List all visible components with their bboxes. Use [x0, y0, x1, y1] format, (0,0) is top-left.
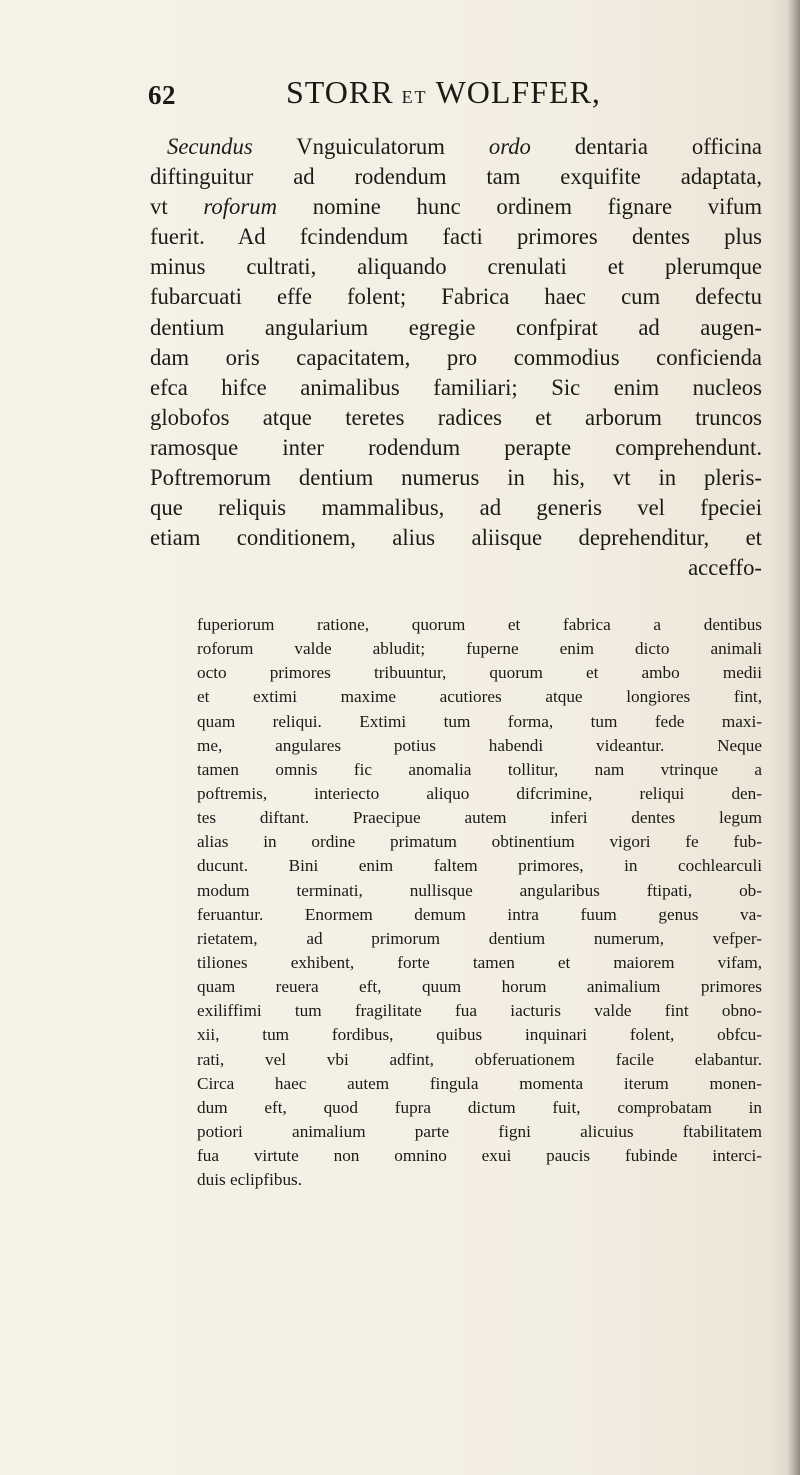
- footnote-line: et extimi maxime acutiores atque longiores fint,: [197, 687, 762, 707]
- body-line-8: dam oris capacitatem, pro commodius conficienda: [150, 344, 762, 370]
- body-line-15-catchword: acceffo-: [688, 555, 762, 581]
- footnote-line: xii, tum fordibus, quibus inquinari folent, obfcu-: [197, 1025, 762, 1045]
- footnote-line: fuperiorum ratione, quorum et fabrica a dentibus: [197, 615, 762, 634]
- body-line-14: etiam conditionem, alius aliisque deprehenditur, et: [150, 525, 762, 551]
- running-head-author-2: WOLFFER,: [435, 74, 601, 110]
- body-line-13: que reliquis mammalibus, ad generis vel fpeciei: [150, 495, 762, 521]
- footnote-line: fua virtute non omnino exui paucis fubinde interci-: [197, 1146, 762, 1166]
- footnote-line: modum terminati, nullisque angularibus ftipati, ob-: [197, 880, 762, 900]
- body-line-3: vt roforum nomine hunc ordinem fignare vifum: [150, 194, 762, 220]
- running-head: [286, 74, 601, 111]
- running-head-author-1: STORR: [286, 74, 394, 110]
- footnote-line: dum eft, quod fupra dictum fuit, comprobatam in: [197, 1097, 762, 1117]
- footnote-line: Circa haec autem fingula momenta iterum monen-: [197, 1073, 762, 1093]
- footnote-line: exiliffimi tum fragilitate fua iacturis valde fint obno-: [197, 1001, 762, 1021]
- body-line-9: efca hifce animalibus familiari; Sic enim nucleos: [150, 374, 762, 400]
- footnote-line: roforum valde abludit; fuperne enim dicto animali: [197, 639, 762, 659]
- body-line-11: ramosque inter rodendum perapte comprehendunt.: [150, 434, 762, 460]
- footnote-line: feruantur. Enormem demum intra fuum genus va-: [197, 904, 762, 924]
- footnote-line: tamen omnis fic anomalia tollitur, nam vtrinque a: [197, 759, 762, 779]
- footnote-line: poftremis, interiecto aliquo difcrimine, reliqui den-: [197, 783, 762, 803]
- footnote-line: rietatem, ad primorum dentium numerum, vefper-: [197, 928, 762, 948]
- footnote-line: alias in ordine primatum obtinentium vigori fe fub-: [197, 832, 762, 852]
- body-line-4: fuerit. Ad fcindendum facti primores dentes plus: [150, 224, 762, 250]
- footnote-line: quam reliqui. Extimi tum forma, tum fede maxi-: [197, 711, 762, 731]
- footnote-line: octo primores tribuuntur, quorum et ambo medii: [197, 663, 762, 683]
- main-body-text: [150, 132, 762, 583]
- body-line-12: Poftremorum dentium numerus in his, vt in pleris-: [150, 465, 762, 491]
- page-number: 62: [148, 80, 176, 110]
- footnote-line: tes diftant. Praecipue autem inferi dentes legum: [197, 808, 762, 828]
- footnote-line: quam reuera eft, quum horum animalium primores: [197, 977, 762, 997]
- footnote-text: [197, 613, 762, 1192]
- body-line-10: globofos atque teretes radices et arborum truncos: [150, 404, 762, 430]
- running-head-conjunction: ET: [401, 87, 428, 107]
- footnote-line: potiori animalium parte figni alicuius ftabilitatem: [197, 1121, 762, 1141]
- footnote-line: me, angulares potius habendi videantur. Neque: [197, 735, 762, 755]
- footnote-line: ducunt. Bini enim faltem primores, in cochlearculi: [197, 856, 762, 876]
- body-line-2: diftinguitur ad rodendum tam exquifite adaptata,: [150, 164, 762, 190]
- body-line-5: minus cultrati, aliquando crenulati et plerumque: [150, 254, 762, 280]
- footnote-line: rati, vel vbi adfint, obferuationem facile elabantur.: [197, 1049, 762, 1069]
- body-line-7: dentium angularium egregie confpirat ad augen-: [150, 314, 762, 340]
- body-line-6: fubarcuati effe folent; Fabrica haec cum defectu: [150, 284, 762, 310]
- page-gutter-shadow: [786, 0, 800, 1475]
- footnote-line: tiliones exhibent, forte tamen et maiorem vifam,: [197, 952, 762, 972]
- body-line-1: Secundus Vnguiculatorum ordo dentaria officina: [167, 134, 762, 159]
- footnote-line-last: duis eclipfibus.: [197, 1170, 303, 1190]
- page-header: [148, 74, 648, 114]
